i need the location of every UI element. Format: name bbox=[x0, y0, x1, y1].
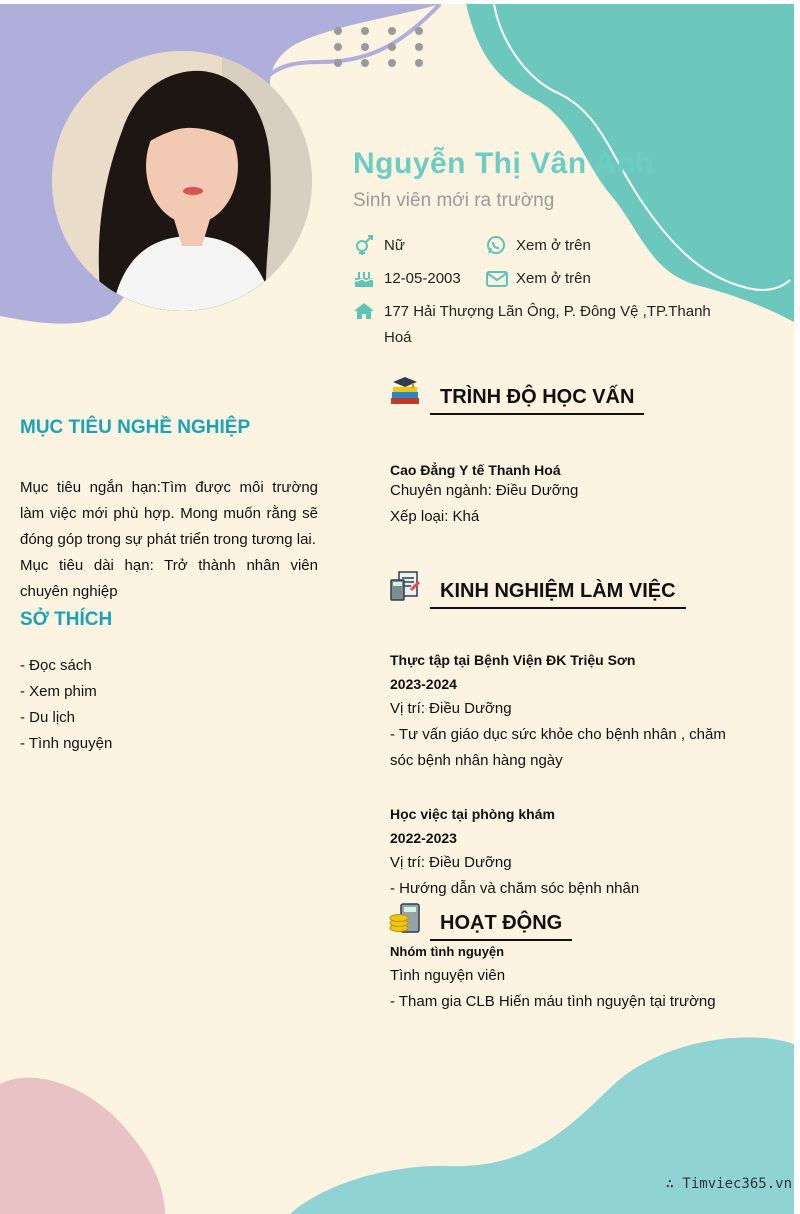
education-major: Chuyên ngành: Điều Dưỡng bbox=[390, 482, 579, 499]
education-heading: TRÌNH ĐỘ HỌC VẤN bbox=[430, 386, 644, 415]
job-position: Vị trí: Điều Dưỡng bbox=[390, 700, 512, 717]
profile-photo bbox=[52, 51, 312, 311]
objective-heading: MỤC TIÊU NGHỀ NGHIỆP bbox=[20, 417, 251, 438]
job-description: - Tư vấn giáo dục sức khỏe cho bệnh nhân , chăm sóc bệnh nhân hàng ngày bbox=[390, 726, 726, 769]
calculator-document-icon bbox=[389, 570, 421, 602]
phone-value: Xem ở trên bbox=[516, 237, 591, 254]
home-icon bbox=[353, 301, 375, 321]
activity-group: Nhóm tình nguyện bbox=[390, 944, 505, 959]
job-description: - Hướng dẫn và chăm sóc bệnh nhân bbox=[390, 880, 640, 897]
candidate-title: Sinh viên mới ra trường bbox=[353, 190, 555, 211]
job-company: Học việc tại phòng khám bbox=[390, 806, 555, 822]
job-position: Vị trí: Điều Dưỡng bbox=[390, 854, 512, 871]
experience-heading: KINH NGHIỆM LÀM VIỆC bbox=[430, 580, 686, 609]
birthday-value: 12-05-2003 bbox=[384, 270, 461, 287]
activity-role: Tình nguyện viên bbox=[390, 967, 506, 984]
books-graduation-icon bbox=[389, 376, 421, 408]
hobby-item: - Xem phim bbox=[20, 683, 97, 700]
gender-icon bbox=[353, 235, 375, 255]
education-school: Cao Đẳng Y tế Thanh Hoá bbox=[390, 462, 561, 478]
job-period: 2023-2024 bbox=[390, 676, 457, 692]
coins-calculator-icon bbox=[389, 902, 421, 934]
hobby-item: - Tình nguyện bbox=[20, 735, 113, 752]
email-value: Xem ở trên bbox=[516, 270, 591, 287]
activities-heading: HOẠT ĐỘNG bbox=[430, 912, 572, 941]
whatsapp-icon bbox=[486, 235, 508, 255]
objective-short-text: Mục tiêu ngắn hạn:Tìm được môi trường làm việc mới phù hợp. Mong muốn rằng sẽ đóng góp trong sự phát triển trong tương lai. bbox=[20, 479, 318, 548]
timviec365-watermark: ∴ Timviec365.vn bbox=[665, 1176, 792, 1192]
candidate-name: Nguyễn Thị Vân Anh bbox=[353, 147, 655, 180]
objective-long-text: Mục tiêu dài hạn: Trở thành nhân viên chuyên nghiệp bbox=[20, 557, 318, 600]
activity-description: - Tham gia CLB Hiến máu tình nguyện tại trường bbox=[390, 993, 716, 1010]
email-icon bbox=[486, 269, 508, 289]
address-value: 177 Hải Thượng Lãn Ông, P. Đông Vệ ,TP.Thanh Hoá bbox=[384, 303, 711, 346]
hobbies-heading: SỞ THÍCH bbox=[20, 609, 113, 630]
hobby-item: - Du lịch bbox=[20, 709, 76, 726]
birthday-cake-icon bbox=[353, 268, 375, 288]
cv-page bbox=[0, 4, 794, 1214]
hobby-item: - Đọc sách bbox=[20, 657, 92, 674]
education-rank: Xếp loại: Khá bbox=[390, 508, 480, 525]
job-company: Thực tập tại Bệnh Viện ĐK Triệu Sơn bbox=[390, 652, 636, 668]
job-period: 2022-2023 bbox=[390, 830, 457, 846]
gender-value: Nữ bbox=[384, 237, 405, 254]
